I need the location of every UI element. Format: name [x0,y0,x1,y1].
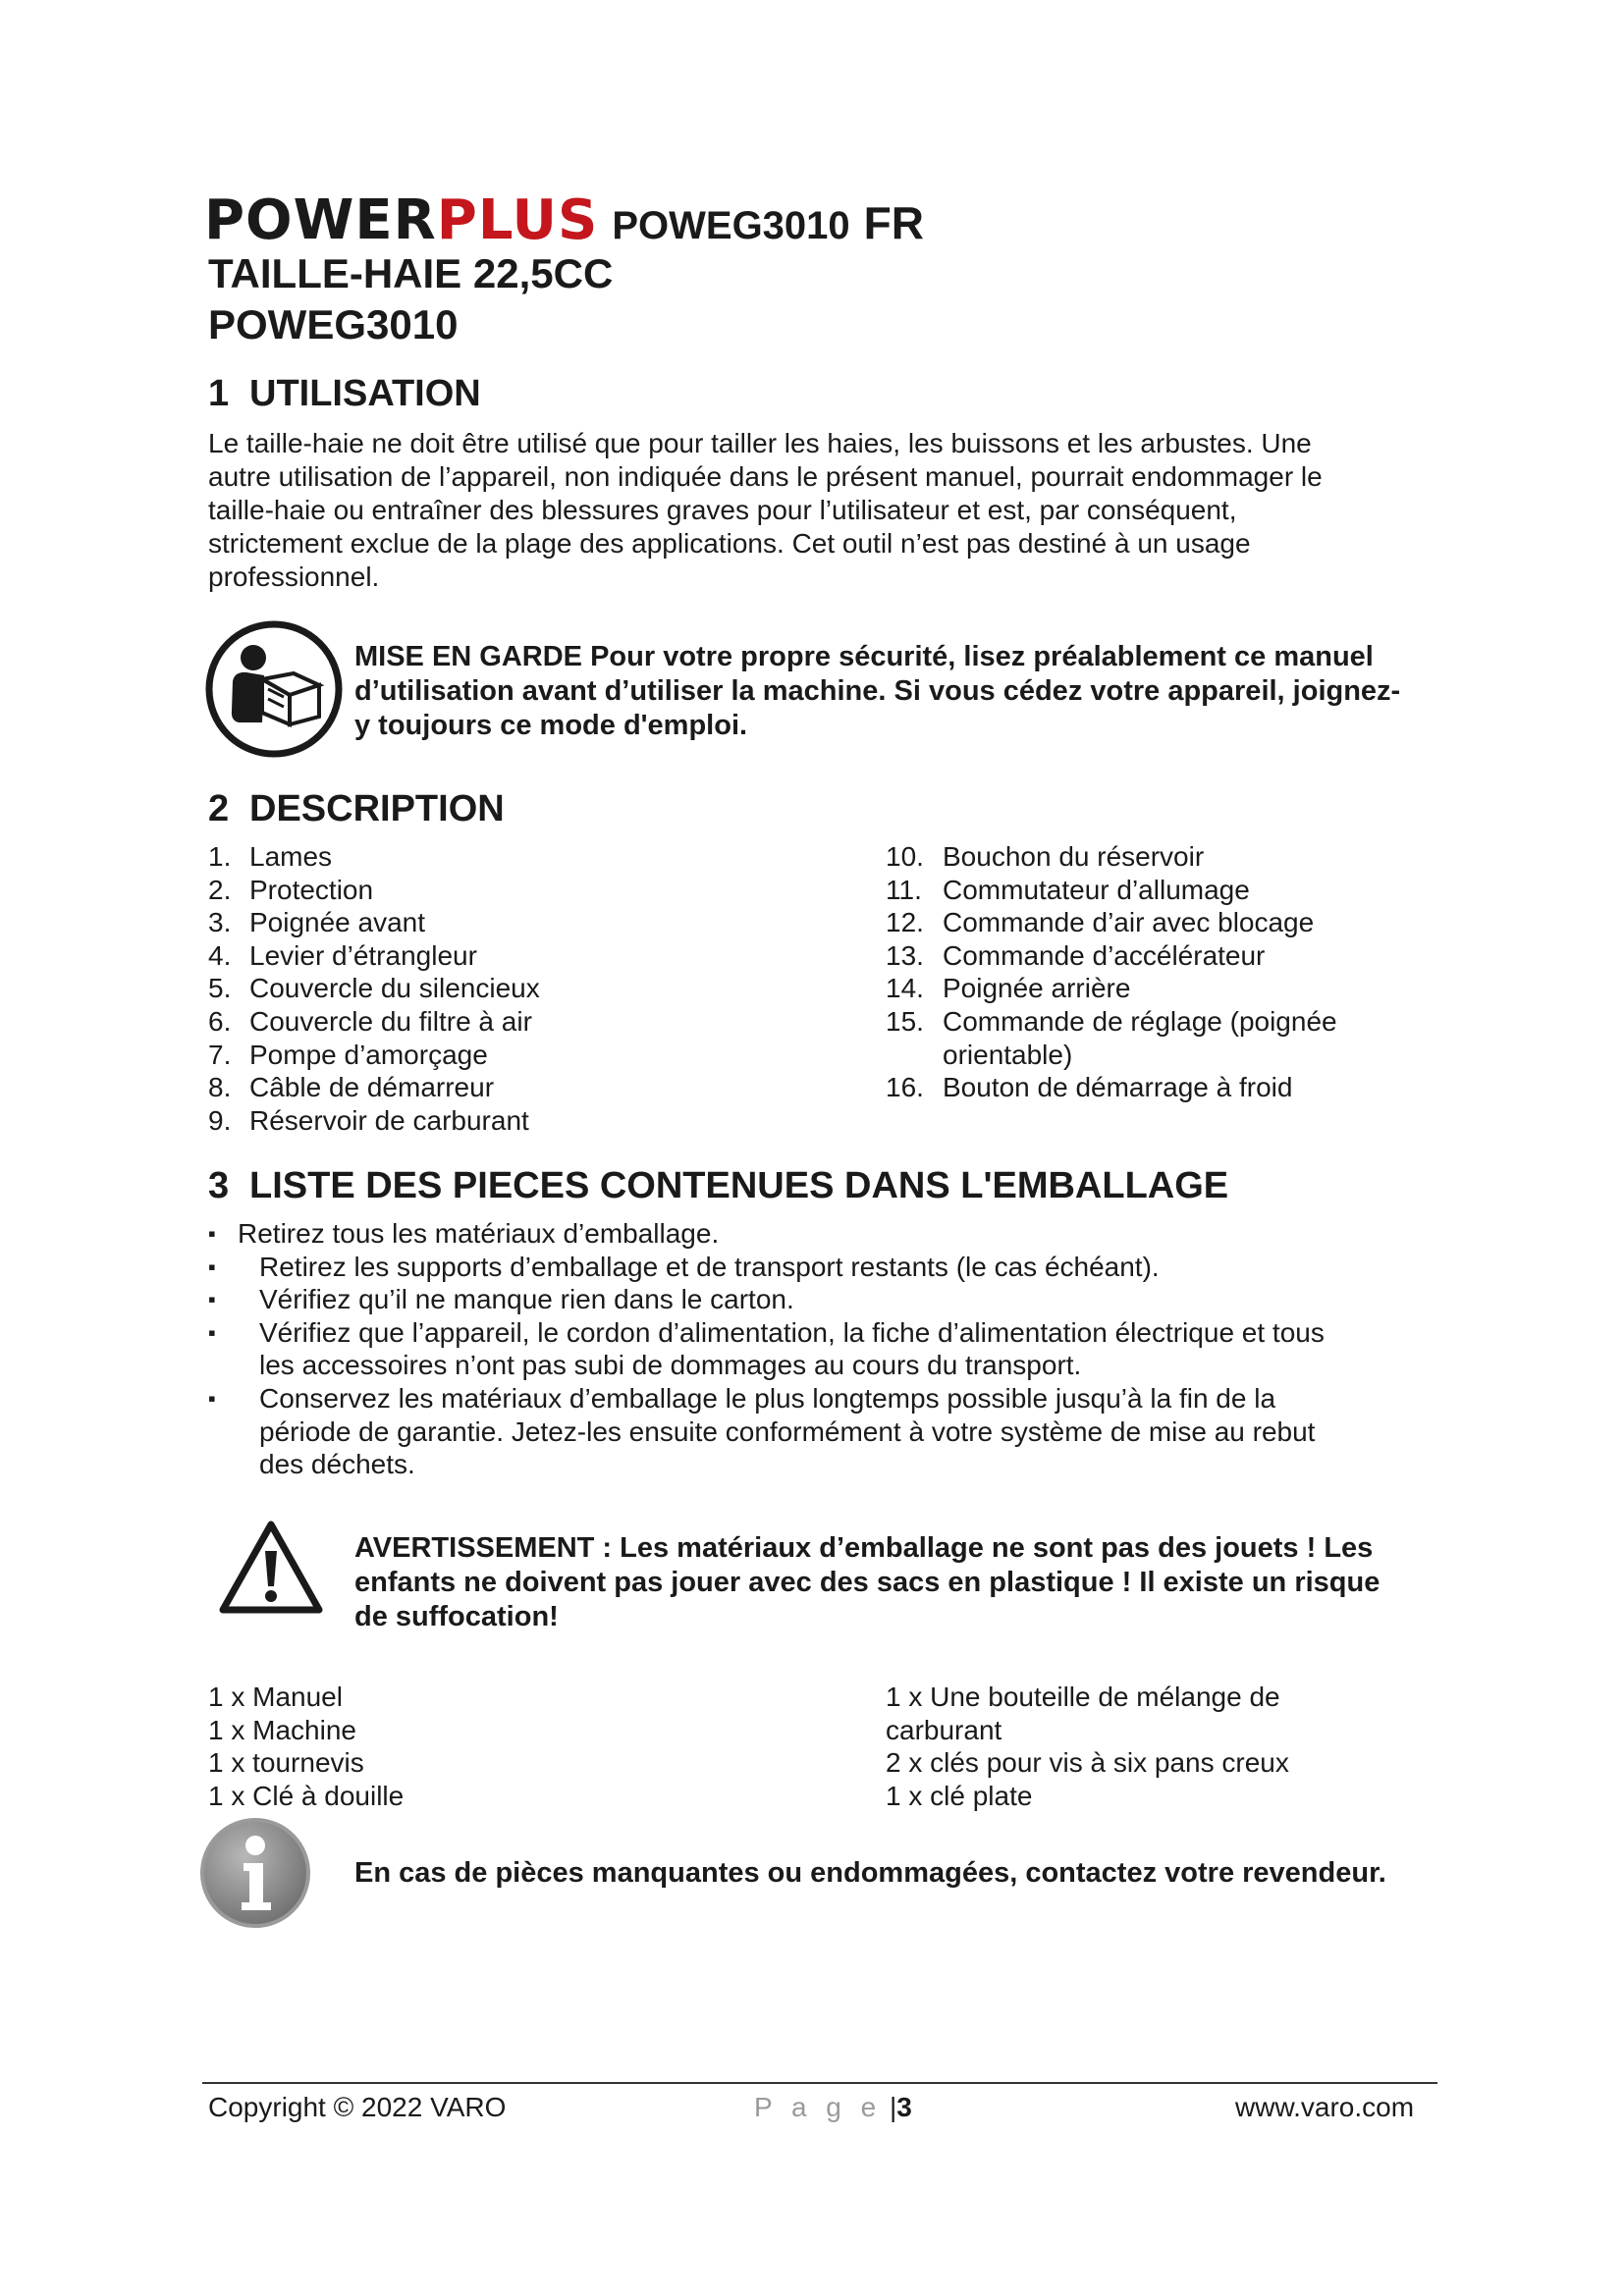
bullet-item [208,1251,1426,1284]
manual-reading-icon [203,618,345,760]
utilisation-paragraph [208,427,1426,594]
item-number: 6. [208,1005,232,1037]
page-separator: | [890,2092,897,2122]
bullet-item [208,1217,1426,1251]
list-item [208,1104,540,1138]
language-code: FR [863,197,924,248]
bullet-marker: ▪ [208,1319,216,1345]
bullet-marker: ▪ [208,1385,216,1411]
section-number: 2 [208,788,230,829]
list-item [886,939,1337,973]
warning-triangle-icon [218,1520,324,1616]
bullet-marker: ▪ [208,1254,216,1279]
warning-line: d’utilisation avant d’utiliser la machine. Si vous cédez votre appareil, joignez- [354,675,1401,707]
section-heading-utilisation [208,373,481,415]
item-label: Réservoir de carburant [249,1104,529,1136]
item-number: 4. [208,939,232,971]
content-item: 1 x Une bouteille de mélange de [886,1682,1280,1712]
content-item: 1 x Clé à douille [208,1780,405,1811]
list-item [886,972,1337,1005]
item-number: 8. [208,1072,232,1103]
item-label: Poignée arrière [943,973,1131,1004]
warning-line: AVERTISSEMENT : Les matériaux d’emballage ne sont pas des jouets ! Les [354,1532,1374,1564]
warning-line: enfants ne doivent pas jouer avec des sacs en plastique ! Il existe un risque [354,1567,1380,1598]
paragraph-line: professionnel. [208,561,380,592]
packaging-bullet-list [208,1217,1426,1481]
bullet-marker: ▪ [208,1221,216,1246]
bullet-text: Vérifiez qu’il ne manque rien dans le carton. [259,1284,794,1315]
bullet-text: Retirez les supports d’emballage et de transport restants (le cas échéant). [259,1251,1160,1282]
item-label: Bouchon du réservoir [943,841,1205,872]
bullet-text: Retirez tous les matériaux d’emballage. [238,1218,720,1249]
package-contents-right [886,1681,1289,1812]
item-label: Pompe d’amorçage [249,1039,488,1070]
footer-website: www.varo.com [1235,2092,1415,2122]
item-number: 7. [208,1039,232,1070]
list-item [208,840,540,874]
warning-line: de suffocation! [354,1601,559,1632]
list-item [886,840,1337,874]
section-number: 3 [208,1165,230,1206]
content-item: 1 x clé plate [886,1780,1033,1811]
list-item [208,1005,540,1039]
paragraph-line: strictement exclue de la plage des applications. Cet outil n’est pas destiné à un usage [208,528,1251,559]
list-item [208,1039,540,1072]
item-label: Lames [249,841,333,872]
page-number: 3 [896,2092,912,2122]
section-heading-description [208,788,505,830]
list-item [208,939,540,973]
brand-logo [204,188,598,252]
item-number: 16. [886,1072,924,1103]
item-label: Commande de réglage (poignée [943,1005,1337,1037]
bullet-item [208,1283,1426,1316]
item-label: Câble de démarreur [249,1072,495,1103]
item-number: 12. [886,907,924,938]
list-item [208,1071,540,1104]
list-item [886,874,1337,907]
content-item: 2 x clés pour vis à six pans creux [886,1747,1289,1779]
paragraph-line: taille-haie ou entraîner des blessures graves pour l’utilisateur et est, par conséquent, [208,495,1237,525]
bullet-marker: ▪ [208,1287,216,1312]
description-list-left [208,840,540,1137]
content-item: 1 x Manuel [208,1682,343,1712]
packaging-warning-text [354,1531,1435,1634]
page-label: P a g e [754,2092,883,2122]
document-header [204,188,924,252]
list-item [886,1005,1337,1039]
paragraph-line: Le taille-haie ne doit être utilisé que pour tailler les haies, les buissons et les arbustes. Une [208,428,1312,458]
product-model-title: POWEG3010 [208,301,459,347]
bullet-text: période de garantie. Jetez-les ensuite conformément à votre système de mise au rebut [259,1415,1316,1447]
bullet-item [208,1316,1426,1382]
list-item [208,972,540,1005]
item-number: 2. [208,874,232,905]
brand-plus: PLUS [436,188,599,252]
info-text: En cas de pièces manquantes ou endommagées, contactez votre revendeur. [354,1857,1386,1889]
item-label: Couvercle du filtre à air [249,1005,532,1037]
info-icon [198,1816,312,1930]
item-label: Poignée avant [249,907,426,938]
item-number: 9. [208,1104,232,1136]
bullet-text: les accessoires n’ont pas subi de dommages au cours du transport. [259,1350,1082,1381]
content-item: 1 x Machine [208,1714,356,1745]
item-number: 13. [886,939,924,971]
content-item: 1 x tournevis [208,1747,364,1779]
description-list-right [886,840,1337,1104]
content-item: carburant [886,1714,1002,1745]
list-item [886,1071,1337,1104]
section-number: 1 [208,373,230,414]
footer-copyright: Copyright © 2022 VARO [208,2092,507,2122]
item-label: Commutateur d’allumage [943,874,1250,905]
item-number: 15. [886,1005,924,1037]
item-number: 5. [208,973,232,1004]
footer-page-indicator [754,2092,912,2123]
bullet-text: Vérifiez que l’appareil, le cordon d’alimentation, la fiche d’alimentation électrique et tous [259,1316,1325,1348]
item-label: Bouton de démarrage à froid [943,1072,1293,1103]
item-label: Commande d’accélérateur [943,939,1266,971]
item-label: Levier d’étrangleur [249,939,477,971]
item-number: 1. [208,841,232,872]
section-title: UTILISATION [249,373,481,414]
list-item [886,906,1337,939]
package-contents-left [208,1681,404,1812]
paragraph-line: autre utilisation de l’appareil, non indiquée dans le présent manuel, pourrait endommager le [208,461,1323,492]
list-item [208,874,540,907]
section-heading-packaging [208,1165,1228,1207]
section-title: DESCRIPTION [249,788,505,829]
warning-line: y toujours ce mode d'emploi. [354,710,748,741]
item-number: 11. [886,874,922,905]
safety-warning-text [354,640,1435,743]
item-label: Couvercle du silencieux [249,973,540,1004]
bullet-item [208,1382,1426,1481]
footer-divider [202,2082,1437,2084]
item-label: Protection [249,874,374,905]
product-title: TAILLE-HAIE 22,5CC [208,250,614,296]
warning-line: MISE EN GARDE Pour votre propre sécurité, lisez préalablement ce manuel [354,641,1374,672]
item-label: Commande d’air avec blocage [943,907,1315,938]
bullet-text: des déchets. [259,1449,415,1480]
item-number: 3. [208,907,232,938]
list-item-continuation: orientable) [943,1039,1073,1070]
item-number: 14. [886,973,924,1004]
bullet-text: Conservez les matériaux d’emballage le plus longtemps possible jusqu’à la fin de la [259,1382,1276,1414]
brand-power: POWER [204,188,437,252]
model-code: POWEG3010 [612,204,850,247]
list-item [208,906,540,939]
item-number: 10. [886,841,924,872]
section-title: LISTE DES PIECES CONTENUES DANS L'EMBALLAGE [249,1165,1229,1206]
